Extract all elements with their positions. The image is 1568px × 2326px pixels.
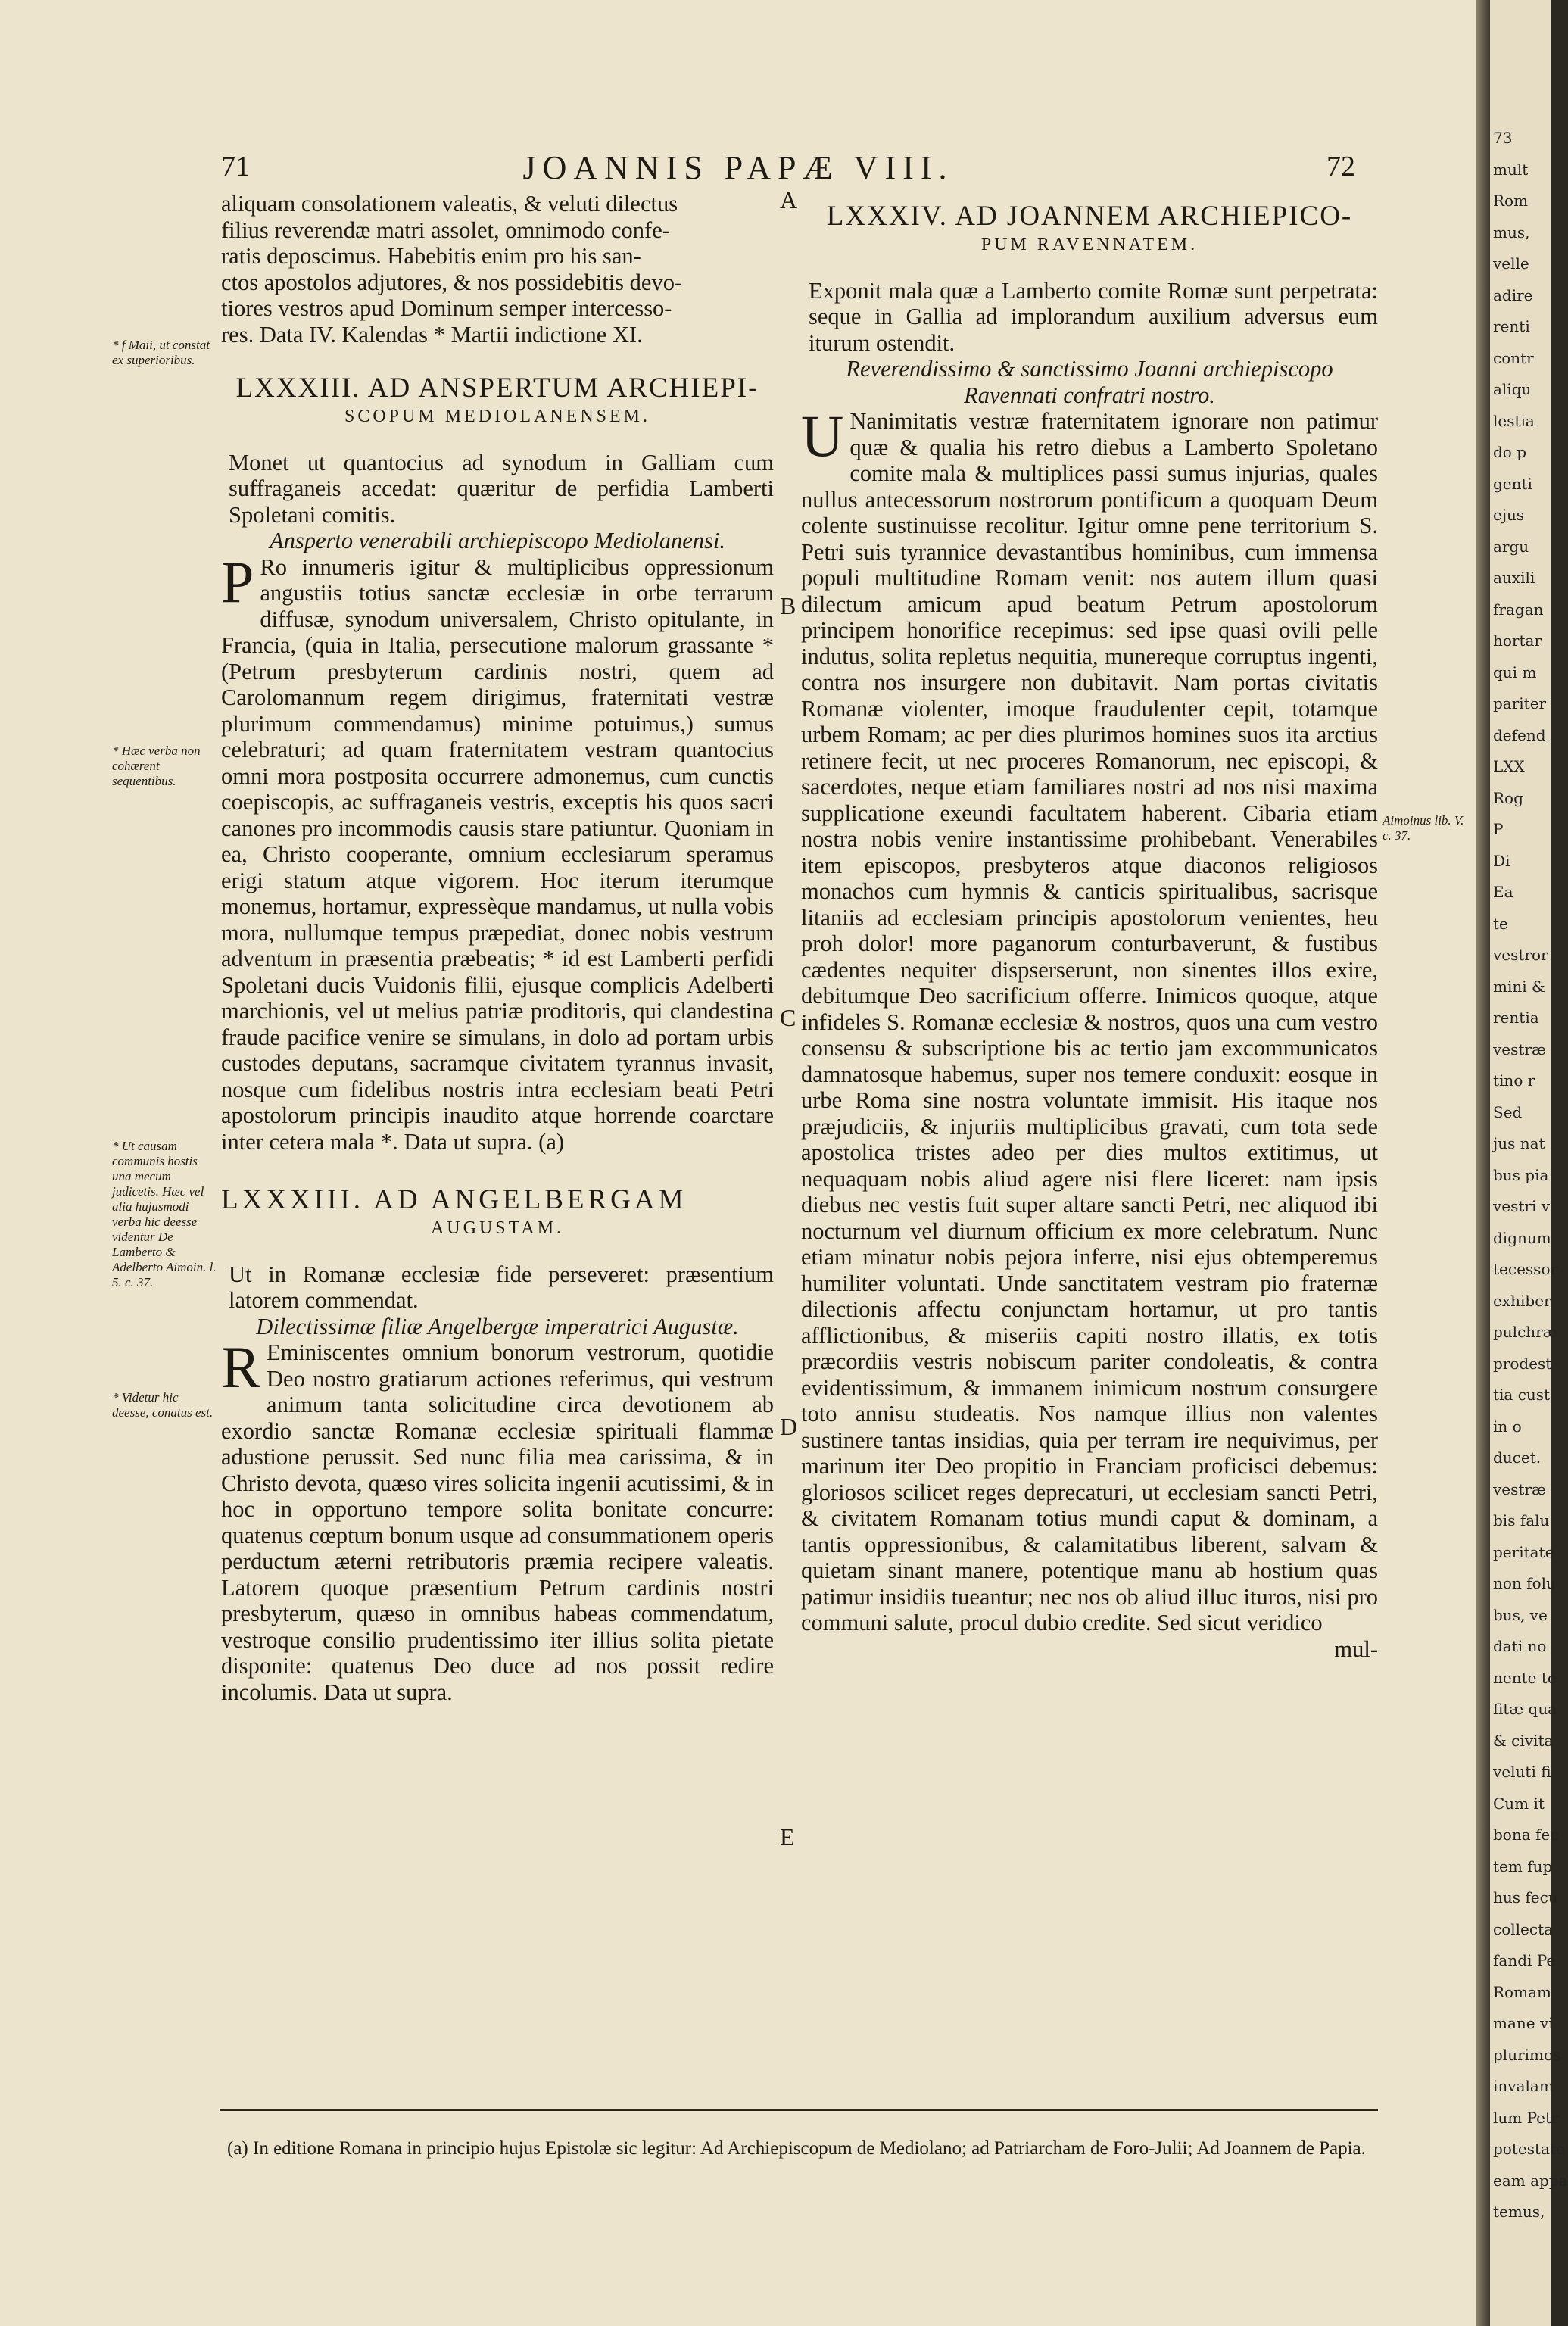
letter-body xyxy=(801,403,1378,1636)
next-page-fragment: dati no xyxy=(1493,1637,1547,1655)
next-page-fragment: Di xyxy=(1493,851,1510,870)
next-page-fragment: pulchræ xyxy=(1493,1323,1557,1341)
letter-body xyxy=(221,548,774,1155)
next-page-fragment: rentia xyxy=(1493,1009,1539,1027)
next-page-fragment: LXX xyxy=(1493,757,1525,775)
next-page-fragment: Romam xyxy=(1493,1982,1551,2001)
margin-note: Aimoinus lib. V. c. 37. xyxy=(1383,813,1464,843)
next-page-fragment: tia cust xyxy=(1493,1386,1551,1404)
next-page-fragment: Rom xyxy=(1493,192,1529,210)
opening-line: ratis deposcimus. Habebitis enim pro his san- xyxy=(221,243,641,269)
next-page-fragment: defend xyxy=(1493,725,1546,744)
letter-subheading: PUM RAVENNATEM. xyxy=(980,235,1199,254)
next-page-fragment: Rog xyxy=(1493,788,1523,807)
next-page-fragment: jus nat xyxy=(1493,1134,1545,1152)
next-page-fragment: tino r xyxy=(1493,1071,1535,1090)
next-page-fragment: in o xyxy=(1493,1417,1522,1436)
next-page-fragment: aliqu xyxy=(1493,380,1532,398)
opening-line: tiores vestros apud Dominum semper intercesso- xyxy=(221,295,672,321)
section-letter: D xyxy=(780,1413,798,1440)
opening-line: ctos apostolos adjutores, & nos possidebitis devo- xyxy=(221,269,683,295)
next-page-fragment: invalam xyxy=(1493,2077,1554,2095)
next-page-fragment: fitæ qua xyxy=(1493,1700,1557,1718)
next-page-fragment: prodest xyxy=(1493,1354,1552,1373)
letter-heading: LXXXIII. AD ANGELBERGAM xyxy=(221,1184,687,1215)
letter-salutation: Dilectissimæ filiæ Angelbergæ imperatrici Augustæ. xyxy=(256,1313,739,1339)
opening-line: aliquam consolationem valeatis, & veluti dilectus xyxy=(221,191,678,217)
margin-note: * Hæc verba non cohærent sequentibus. xyxy=(112,744,201,788)
catchword: mul- xyxy=(1334,1635,1378,1662)
next-page-fragment: argu xyxy=(1493,537,1529,556)
next-page-fragment: bona fec xyxy=(1493,1826,1559,1844)
next-page-fragment: plurimos xyxy=(1493,2045,1561,2064)
next-page-fragment: tem fup xyxy=(1493,1857,1553,1875)
section-letter: C xyxy=(780,1004,796,1031)
next-page-fragment: vestræ xyxy=(1493,1479,1546,1498)
next-page-fragment: bus, ve xyxy=(1493,1605,1548,1624)
next-page-fragment: hortar xyxy=(1493,631,1542,650)
next-page-fragment: 73 xyxy=(1493,129,1513,147)
next-page-fragment: collecta xyxy=(1493,1919,1554,1938)
next-page-fragment: lestia xyxy=(1493,411,1535,430)
next-page-fragment: do p xyxy=(1493,443,1527,461)
book-gutter xyxy=(1476,0,1490,2326)
margin-note: * Ut causam communis hostis una mecum judicetis. Hæc vel alia hujusmodi verba hic deesse videntur De Lamberto & Adelberto Aimoin. l. 5. c. 37. xyxy=(112,1139,217,1289)
next-page-fragment: peritate xyxy=(1493,1542,1554,1561)
margin-note: * Videtur hic deesse, conatus est. xyxy=(112,1390,214,1420)
next-page-fragment: te xyxy=(1493,914,1508,933)
drop-cap: P xyxy=(221,548,254,615)
next-page-fragment: ducet. xyxy=(1493,1448,1542,1467)
next-page-fragment: Sed xyxy=(1493,1102,1523,1121)
next-page-fragment: fandi Pe xyxy=(1493,1951,1556,1969)
footnote-rule xyxy=(220,2109,1378,2111)
next-page-fragment: temus, xyxy=(1493,2203,1545,2221)
footnote: (a) In editione Romana in principio hujus Epistolæ sic legitur: Ad Archiepiscopum de Mediolano; ad Patriarcham de Foro-Julii; Ad Joannem de Papia. xyxy=(227,2138,1366,2159)
right-page-number: 72 xyxy=(1326,151,1355,182)
next-page-fragment: tecessor xyxy=(1493,1260,1558,1278)
letter-summary: Ut in Romanæ ecclesiæ fide perseveret: præsentium latorem commendat. xyxy=(229,1261,774,1313)
margin-note: * f Maii, ut constat ex superioribus. xyxy=(112,338,210,367)
letter-salutation: Reverendissimo & sanctissimo Joanni archiepiscopo Ravennati confratri nostro. xyxy=(846,356,1333,408)
next-page-fragment: hus fecu xyxy=(1493,1888,1558,1907)
letter-text: Nanimitatis vestræ fraternitatem ignorare non patimur quæ & qualia his retro diebus a Lamberto Spoletano comite mala & multiplices passi sumus injurias, quales nullus antecessorum nostrorum pontificum a quoquam Deum colente sustinuisse recolitur. Igitur omne pene territorium S. Petri suis tyrannice devastantibus hominibus, cum immensa populi multitudine Romam venit: nos autem illum quasi dilectum amicum apud beatum Petrum apostolorum principem honorifice recepimus: sed ipse quasi ovili pelle indutus, solita repletus nequitia, munereque corruptus ingenti, contra nos insurgere non dubitavit. Nam portas civitatis Romanæ violenter, imoque fraudulenter cepit, totamque urbem Romam; ac per dies plurimos homines suos ita arctius retinere fecit, ut nec proceres Romanorum, nec episcopi, & sacerdotes, neque etiam familiares nostri ad nos nisi maxima supplicatione exeundi facultatem haberent. Cibaria etiam nostra nobis venire instantissime prohibebant. Venerabiles item episcopos, presbyteros atque diaconos religiosos monachos cum hymnis & canticis spiritualibus, sacrisque litaniis ad ecclesiam principis apostolorum venientes, heu proh dolor! more paganorum conturbaverunt, & fustibus cædentes nequiter dispserserunt, non sinentes illos exire, debitumque Deo sacrificium offerre. Inimicos quoque, atque infideles S. Romanæ ecclesiæ & nostros, quos una cum vestro consensu & subscriptione bis ac tertio jam excommunicatos damnatosque habemus, super nos temere conduxit: eosque in urbe Roma sine nostra voluntate immisit. His itaque nos præjudiciis, & injuriis multiplicibus gravati, cum tota sede apostolica tristes adeo per dies multos extitimus, ut nequaquam nobis aliud agere nisi flere liceret: nam ipsis diebus nec vestis fuit super altare sancti Petri, nec aliquod ibi nocturnum vel diurnum officium ex more celebratum. Nunc etiam minatur nobis pejora inferre, nisi ejus obtemperemus humiliter voluntati. Unde sanctitatem vestram pio fraternæ dilectionis affectu conjunctam hortamur, ut pro tantis afflictionibus, & miseriis capiti nostro illatis, ex totis præcordiis vestris nobiscum pariter condoleatis, & contra evidentissimum, & immanem inimicum nostrum consurgere toto annisu studeatis. Nos namque illius non valentes sustinere tantas insidias, quia per terram ire nequivimus, per marinum iter Deo propitio in Franciam proficisci debemus: gloriosos scilicet reges deprecaturi, ut ecclesiam sancti Petri, & civitatem Romanam totius mundi caput & dominam, a tantis oppressionibus, & calamitatibus liberent, salvam & quietam sinant manere, potentique manu ab hostium quas patimur insidiis tueantur; nec nos ob aliud illuc ituros, nisi pro communi salute, procul dubio credite. Sed sicut veridico xyxy=(801,408,1378,1635)
next-page-fragment: mane vi xyxy=(1493,2014,1554,2032)
running-title: JOANNIS PAPÆ VIII. xyxy=(522,149,954,186)
letter-summary: Monet ut quantocius ad synodum in Galliam cum suffraganeis accedat: quæritur de perfidia Lamberti Spoletani comitis. xyxy=(229,449,774,528)
letter-text: Eminiscentes omnium bonorum vestrorum, quotidie Deo nostro gratiarum actiones referimus, qui vestrum animum tanta solicitudine circa devotionem ab exordio sanctæ Romanæ ecclesiæ spirituali flammæ adustione perussit. Sed nunc filia mea carissima, & in Christo devota, quæso vires solicita ingenii acutissimi, & in hoc in opportuno tempore solita bonitate concurre: quatenus cœptum bonum usque ad consummationem operis perductum æterni retributoris præmia recipere valeatis. Latorem quoque præsentium Petrum cardinis nostri presbyterum, quæso in omnibus habeas commendatum, vestroque consilio prudentissimo iter illius solita pietate disponite: quatenus Deo duce ad nos possit redire incolumis. Data ut supra. xyxy=(221,1339,774,1705)
left-page-number: 71 xyxy=(221,151,250,182)
next-page-fragment: dignum xyxy=(1493,1228,1551,1247)
section-letter: B xyxy=(780,592,796,619)
next-page-fragment: mini & xyxy=(1493,977,1545,996)
next-page-fragment: genti xyxy=(1493,474,1532,493)
next-page-fragment: potestate xyxy=(1493,2140,1565,2158)
next-page-fragment: ejus xyxy=(1493,506,1525,524)
next-page-fragment: velle xyxy=(1493,254,1529,273)
next-page-fragment: lum Petr xyxy=(1493,2108,1559,2127)
letter-text: Ro innumeris igitur & multiplicibus oppressionum angustiis totius sanctæ ecclesiæ in orbe terrarum diffusæ, synodum universalem, Christo opitulante, in Francia, (quia in Italia, persecutione malorum grassante * (Petrum presbyterum cardinis nostri, quem ad Carolomannum regem dirigimus, fraternitati vestræ plurimum commendamus) minime potuimus,) sumus celebraturi; ad quam fraternitatem vestram quantocius omni mora postposita occurrere admonemus, cum cunctis coepiscopis, ac suffraganeis vestris, exceptis his quos sacri canones pro incommodis causis stare patiuntur. Quoniam in ea, Christo cooperante, omnium ecclesiarum speramus erigi statum atque vigorem. Hoc iterum iterumque monemus, hortamur, expressèque mandamus, ut nulla vobis mora, nullumque tempus præpediat, donec nobis vestrum adventum in præsentia præbeatis; * id est Lamberti perfidi Spoletani ducis Vuidonis filii, ejusque complicis Adelberti marchionis, vel ut melius patriæ proditoris, qui clandestina fraude pacifice venire se simulans, in dolo ad portam urbis custodes deputans, sacramque civitatem tyrannus invasit, nosque cum fidelibus nostris intra ecclesiam beati Petri apostolorum principis inaudito atque horrende coarctare inter cetera mala *. Data ut supra. (a) xyxy=(221,553,774,1155)
section-letter: E xyxy=(780,1823,795,1851)
right-column xyxy=(801,191,1378,1662)
next-page-fragment: fragan xyxy=(1493,600,1544,619)
next-page-fragment: Ea xyxy=(1493,883,1513,901)
drop-cap: U xyxy=(801,403,844,469)
letter-summary: Exponit mala quæ a Lamberto comite Romæ sunt perpetrata: seque in Gallia ad implorandum auxilium adversus eum iturum ostendit. xyxy=(809,277,1378,356)
letter-body xyxy=(221,1334,774,1705)
next-page-fragment: P xyxy=(1493,820,1504,838)
next-page-fragment: mult xyxy=(1493,160,1529,179)
letter-heading: LXXXIV. AD JOANNEM ARCHIEPICO- xyxy=(826,201,1353,232)
letter-salutation: Ansperto venerabili archiepiscopo Mediolanensi. xyxy=(270,528,725,553)
section-letter: A xyxy=(780,186,798,214)
next-page-fragment: vestror xyxy=(1493,946,1548,964)
next-page-fragment: mus, xyxy=(1493,223,1530,242)
letter-subheading: AUGUSTAM. xyxy=(430,1218,565,1238)
next-page-fragment: non folu xyxy=(1493,1574,1556,1592)
next-page-fragment: veluti fi xyxy=(1493,1763,1551,1781)
drop-cap: R xyxy=(221,1334,261,1400)
next-page-fragment: contr xyxy=(1493,348,1534,367)
next-page-fragment: eam appa xyxy=(1493,2171,1568,2190)
opening-line: res. Data IV. Kalendas * Martii indictione XI. xyxy=(221,321,643,348)
next-page-edge xyxy=(1490,0,1568,2326)
next-page-fragment: bis falu xyxy=(1493,1511,1550,1529)
next-page-fragment: auxili xyxy=(1493,569,1535,587)
next-page-fragment: nente te xyxy=(1493,1668,1557,1687)
next-page-fragment: bus pia xyxy=(1493,1165,1549,1184)
letter-subheading: SCOPUM MEDIOLANENSEM. xyxy=(344,407,651,426)
next-page-fragment: & civita xyxy=(1493,1731,1554,1750)
opening-line: filius reverendæ matri assolet, omnimodo confe- xyxy=(221,217,670,243)
next-page-fragment: renti xyxy=(1493,317,1530,335)
letter-heading: LXXXIII. AD ANSPERTUM ARCHIEPI- xyxy=(235,373,759,404)
next-page-fragment: vestri v xyxy=(1493,1197,1551,1215)
next-page-fragment: Cum it xyxy=(1493,1794,1545,1813)
next-page-fragment: pariter xyxy=(1493,694,1547,712)
next-page-fragment: exhiber xyxy=(1493,1291,1551,1310)
next-page-fragment: qui m xyxy=(1493,663,1537,681)
next-page-fragment: adire xyxy=(1493,285,1533,304)
left-column xyxy=(221,191,774,1705)
next-page-fragment: vestræ xyxy=(1493,1040,1546,1059)
